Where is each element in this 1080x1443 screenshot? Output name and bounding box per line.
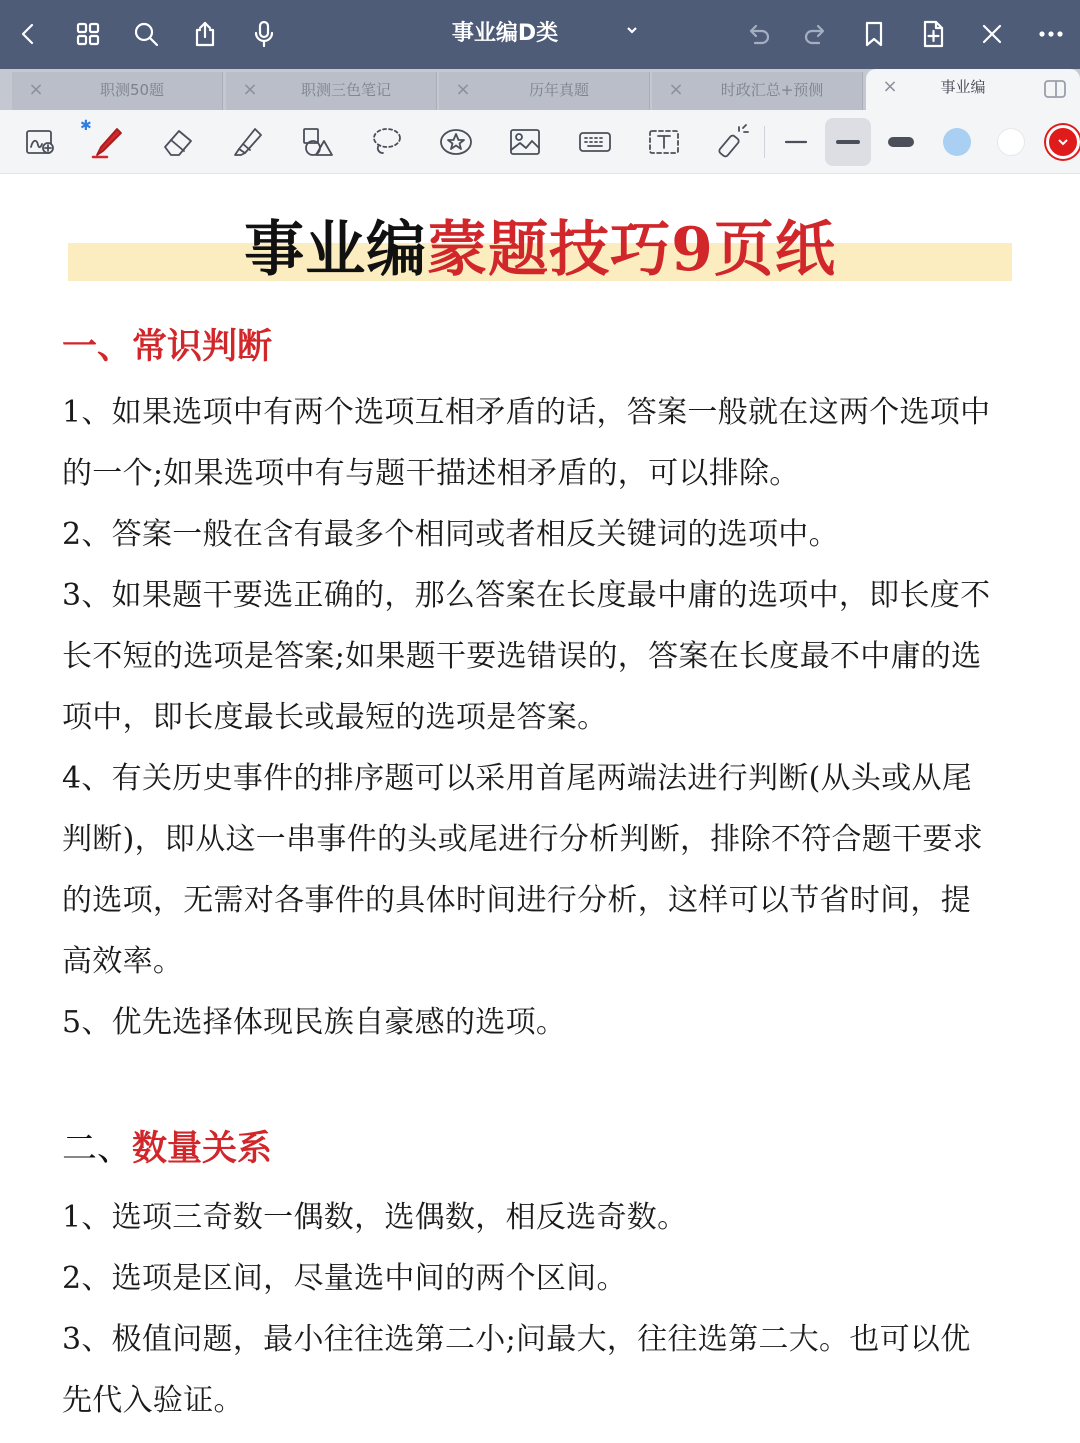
- text-line: 的选项，无需对各事件的具体时间进行分析，这样可以节省时间，提: [62, 883, 971, 918]
- section-title: 常识判断: [132, 326, 273, 367]
- text-line: 3、如果题干要选正确的，那么答案在长度最中庸的选项中，即长度不: [62, 578, 991, 613]
- note-title-block: [68, 215, 1012, 285]
- search-icon[interactable]: [126, 14, 166, 54]
- undo-icon[interactable]: [738, 14, 778, 54]
- tab-strip: [0, 69, 1080, 110]
- tab-past-exams[interactable]: [439, 72, 650, 110]
- text-line: 3、极值问题，最小往往选第二小;问最大，往往选第二大。也可以优: [62, 1322, 971, 1357]
- tab-close-icon[interactable]: ×: [668, 79, 684, 100]
- tab-zhice-notes[interactable]: [226, 72, 437, 110]
- chevron-down-icon[interactable]: [624, 22, 644, 46]
- section-body-quantity: [62, 1187, 1022, 1431]
- stroke-medium[interactable]: [825, 118, 871, 166]
- drawing-toolbar: [0, 110, 1080, 174]
- tab-label: 时政汇总+预侧: [720, 81, 824, 99]
- add-page-icon[interactable]: [913, 14, 953, 54]
- tab-label: 职测三色笔记: [300, 81, 391, 99]
- section-title: 数量关系: [132, 1128, 273, 1169]
- section-heading-quantity: [62, 1125, 272, 1173]
- share-icon[interactable]: [185, 14, 225, 54]
- note-title-black: 事业编: [244, 215, 428, 285]
- text-line: 5、优先选择体现民族自豪感的选项。: [62, 1005, 567, 1040]
- section-number: 一、: [62, 326, 133, 367]
- pen-icon[interactable]: [86, 122, 130, 162]
- tab-close-icon[interactable]: ×: [242, 79, 258, 100]
- tab-shiyebian[interactable]: [866, 69, 1080, 110]
- text-line: 判断)，即从这一串事件的头或尾进行分析判断，排除不符合题干要求: [62, 822, 984, 857]
- top-nav-bar: [0, 0, 1080, 69]
- text-line: 1、选项三奇数一偶数，选偶数，相反选奇数。: [62, 1200, 688, 1235]
- laser-pointer-icon[interactable]: [710, 122, 754, 162]
- section-number: 二、: [62, 1129, 133, 1169]
- text-line: 高效率。: [62, 944, 184, 979]
- color-swatch-white[interactable]: [997, 128, 1025, 156]
- note-page[interactable]: [0, 175, 1080, 1443]
- microphone-icon[interactable]: [244, 14, 284, 54]
- document-title[interactable]: 事业编D类: [451, 21, 559, 46]
- lasso-icon[interactable]: [364, 122, 408, 162]
- lasso-ai-icon[interactable]: [18, 122, 62, 162]
- tab-label: 职测50题: [99, 81, 165, 99]
- text-line: 4、有关历史事件的排序题可以采用首尾两端法进行判断(从头或从尾: [62, 761, 973, 796]
- tab-close-icon[interactable]: ×: [455, 79, 471, 100]
- tab-label: 事业编: [940, 78, 986, 96]
- text-line: 的一个;如果选项中有与题干描述相矛盾的，可以排除。: [62, 456, 800, 491]
- image-icon[interactable]: [503, 122, 547, 162]
- bluetooth-icon: ✱: [80, 118, 92, 134]
- tab-close-icon[interactable]: ×: [28, 79, 44, 100]
- color-swatch-red-selected[interactable]: [1046, 125, 1080, 159]
- sticker-icon[interactable]: [434, 122, 478, 162]
- stroke-thin[interactable]: [774, 122, 818, 162]
- highlighter-icon[interactable]: [226, 122, 270, 162]
- note-title-red: 蒙题技巧9页纸: [427, 215, 836, 285]
- grid-icon[interactable]: [68, 14, 108, 54]
- text-line: 先代入验证。: [62, 1383, 244, 1418]
- section-heading-common-sense: [62, 323, 272, 371]
- tab-close-icon[interactable]: ×: [882, 76, 898, 97]
- eraser-icon[interactable]: [156, 122, 200, 162]
- text-line: 1、如果选项中有两个选项互相矛盾的话，答案一般就在这两个选项中: [62, 395, 991, 430]
- stroke-thick[interactable]: [879, 122, 923, 162]
- section-body-common-sense: [62, 382, 1022, 1053]
- keyboard-icon[interactable]: [573, 122, 617, 162]
- text-box-icon[interactable]: [642, 122, 686, 162]
- more-icon[interactable]: [1031, 14, 1071, 54]
- split-view-icon[interactable]: [1044, 79, 1066, 99]
- tab-current-affairs[interactable]: [652, 72, 863, 110]
- note-title: [68, 215, 1012, 285]
- color-swatch-blue[interactable]: [943, 128, 971, 156]
- back-icon[interactable]: [8, 14, 48, 54]
- text-line: 2、答案一般在含有最多个相同或者相反关键词的选项中。: [62, 517, 839, 552]
- shapes-icon[interactable]: [295, 122, 339, 162]
- close-icon[interactable]: [972, 14, 1012, 54]
- tab-zhice-50[interactable]: [12, 72, 223, 110]
- text-line: 项中，即长度最长或最短的选项是答案。: [62, 700, 608, 735]
- text-line: 长不短的选项是答案;如果题干要选错误的，答案在长度最不中庸的选: [62, 639, 982, 674]
- bookmark-icon[interactable]: [854, 14, 894, 54]
- text-line: 2、选项是区间，尽量选中间的两个区间。: [62, 1261, 627, 1296]
- redo-icon[interactable]: [796, 14, 836, 54]
- tab-label: 历年真题: [528, 81, 589, 99]
- toolbar-divider: [764, 126, 765, 158]
